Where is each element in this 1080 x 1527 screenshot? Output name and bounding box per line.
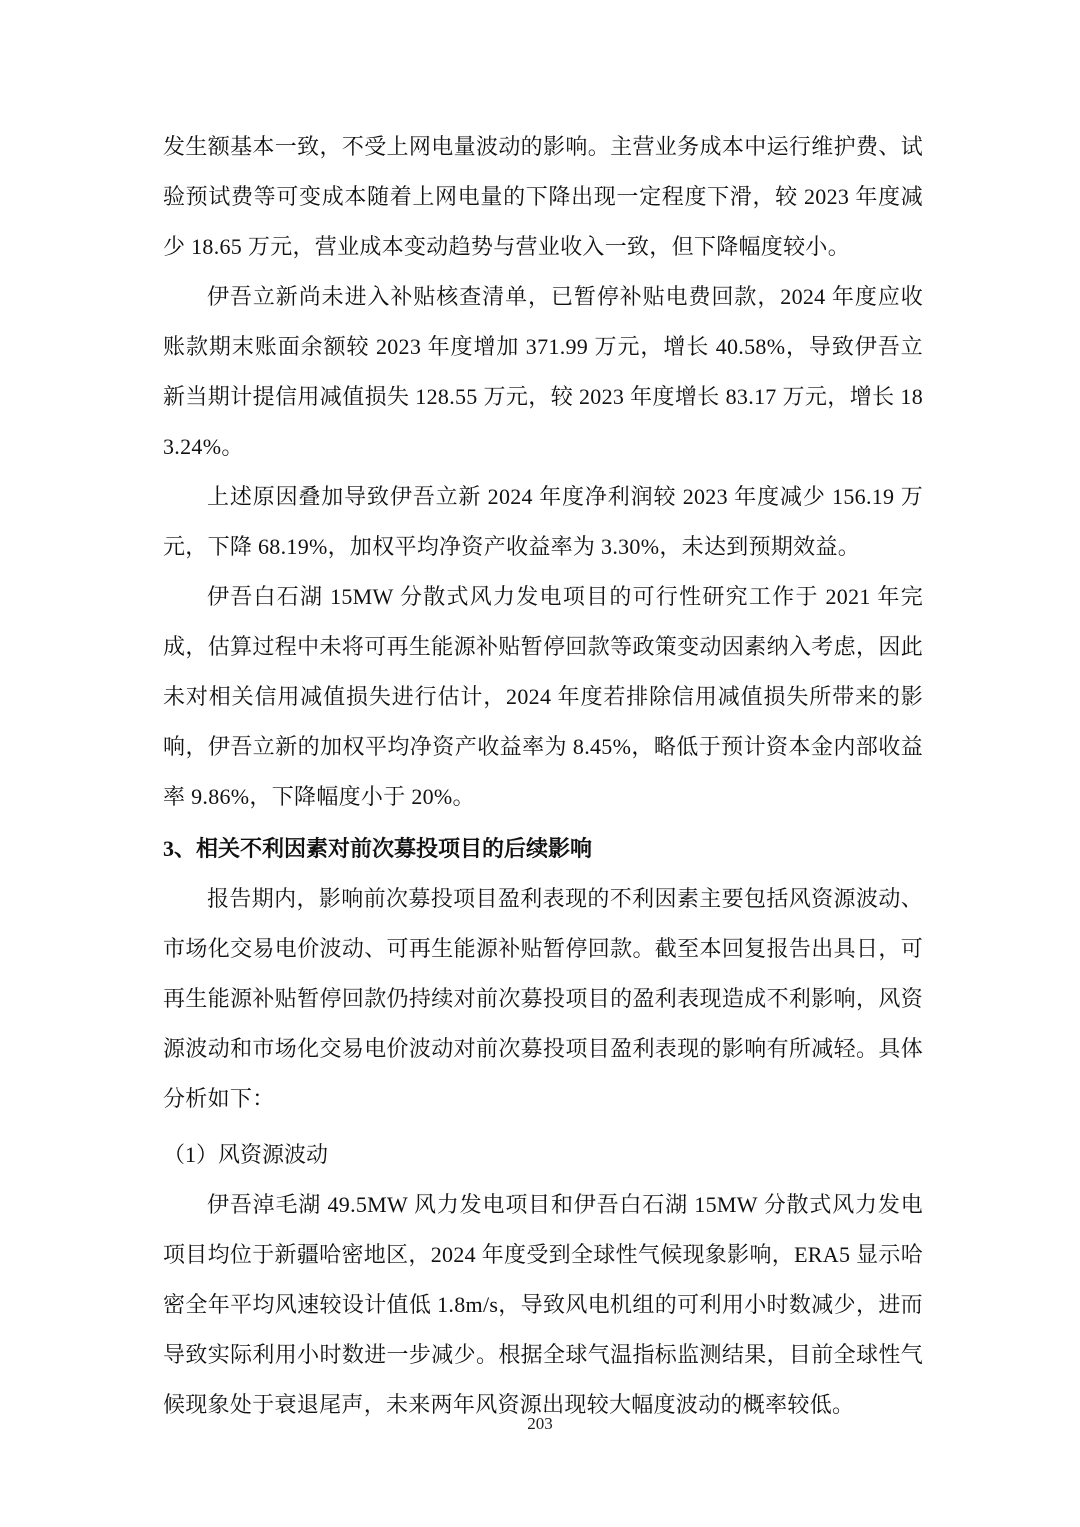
sub-section-heading: （1）风资源波动 [163, 1142, 329, 1167]
body-paragraph: 伊吾淖毛湖 49.5MW 风力发电项目和伊吾白石湖 15MW 分散式风力发电项目均位于新疆哈密地区，2024 年度受到全球性气候现象影响，ERA5 显示哈密全年平均风速较设计值低 1.8m/s，导致风电机组的可利用小时数减少，进而导致实际利用小时数进一步减少。根据全球气温指标监测结果，目前全球性气候现象处于衰退尾声，未来两年风资源出现较大幅度波动的概率较低。 [163, 1192, 923, 1417]
body-paragraph-continuation: 发生额基本一致，不受上网电量波动的影响。主营业务成本中运行维护费、试验预试费等可变成本随着上网电量的下降出现一定程度下滑，较 2023 年度减少 18.65 万元，营业成本变动趋势与营业收入一致，但下降幅度较小。 [163, 134, 923, 259]
body-paragraph: 报告期内，影响前次募投项目盈利表现的不利因素主要包括风资源波动、市场化交易电价波动、可再生能源补贴暂停回款。截至本回复报告出具日，可再生能源补贴暂停回款仍持续对前次募投项目的盈利表现造成不利影响，风资源波动和市场化交易电价波动对前次募投项目盈利表现的影响有所减轻。具体分析如下： [163, 886, 923, 1111]
section-heading: 3、相关不利因素对前次募投项目的后续影响 [163, 836, 593, 861]
body-paragraph: 伊吾立新尚未进入补贴核查清单，已暂停补贴电费回款，2024 年度应收账款期末账面余额较 2023 年度增加 371.99 万元，增长 40.58%，导致伊吾立新当期计提信用减值损失 128.55 万元，较 2023 年度增长 83.17 万元，增长 183.24%。 [163, 284, 923, 459]
body-paragraph: 伊吾白石湖 15MW 分散式风力发电项目的可行性研究工作于 2021 年完成，估算过程中未将可再生能源补贴暂停回款等政策变动因素纳入考虑，因此未对相关信用减值损失进行估计，2024 年度若排除信用减值损失所带来的影响，伊吾立新的加权平均净资产收益率为 8.45%，略低于预计资本金内部收益率 9.86%，下降幅度小于 20%。 [163, 584, 923, 809]
document-body [163, 122, 923, 1430]
page-number: 203 [527, 1414, 553, 1433]
body-paragraph: 上述原因叠加导致伊吾立新 2024 年度净利润较 2023 年度减少 156.19 万元，下降 68.19%，加权平均净资产收益率为 3.30%，未达到预期效益。 [163, 484, 923, 559]
